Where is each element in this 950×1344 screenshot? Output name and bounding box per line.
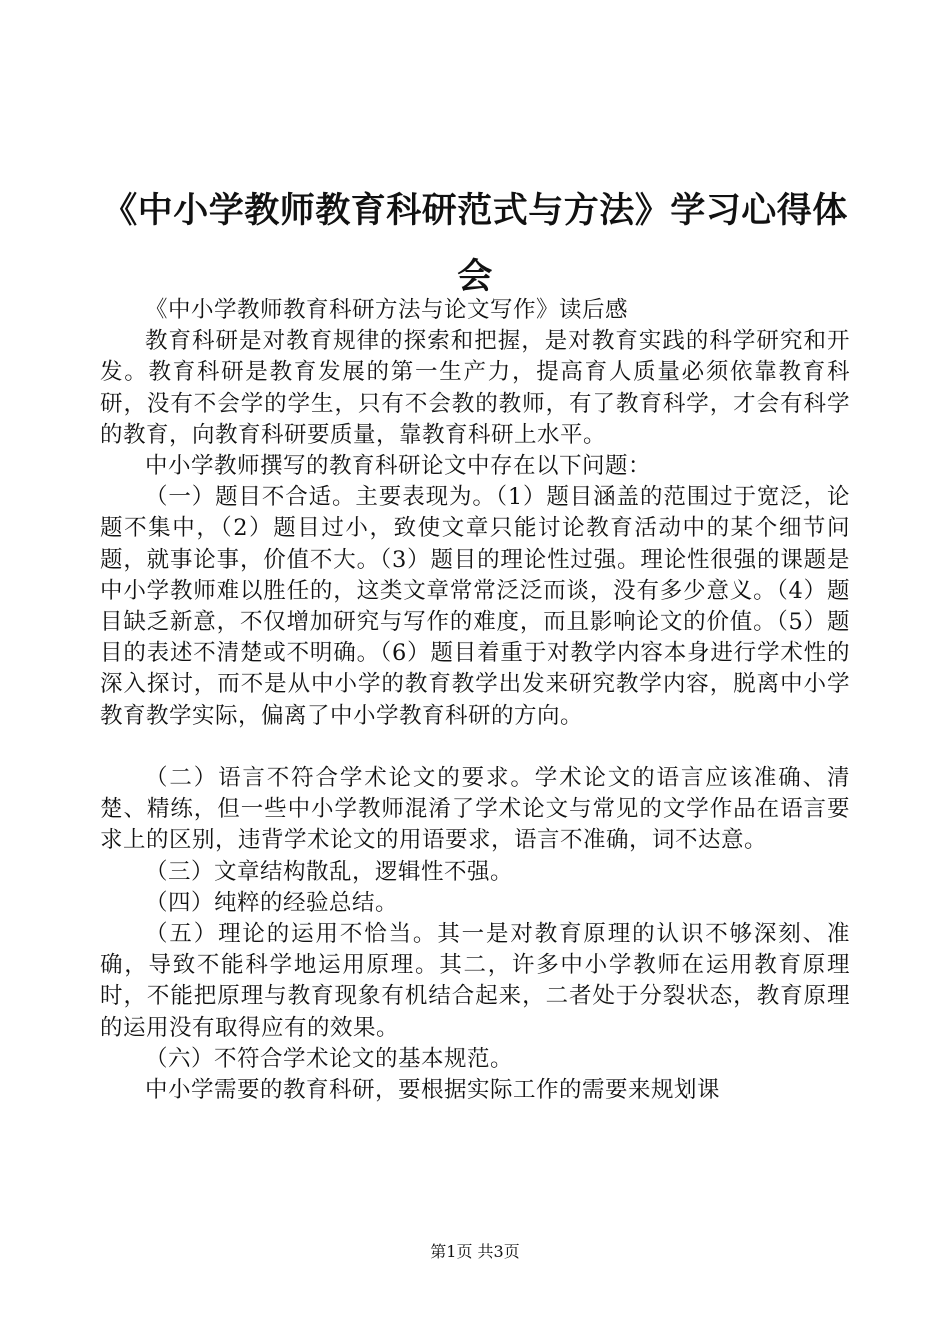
intro-paragraph: 教育科研是对教育规律的探索和把握，是对教育实践的科学研究和开发。教育科研是教育发展的第一生产力，提高育人质量必须依靠教育科研，没有不会学的学生，只有不会教的教师，有了教育科学，才会有科学的教育，向教育科研要质量，靠教育科研上水平。 xyxy=(100,328,850,448)
page-footer: 第1页 共3页 xyxy=(430,1242,520,1261)
problem-one-paragraph: （一）题目不合适。主要表现为。（1）题目涵盖的范围过于宽泛，论题不集中，（2）题目过小，致使文章只能讨论教育活动中的某个细节问题，就事论事，价值不大。（3）题目的理论性过强。理论性很强的课题是中小学教师难以胜任的，这类文章常常泛泛而谈，没有多少意义。（4）题目缺乏新意，不仅增加研究与写作的难度，而且影响论文的价值。（5）题目的表述不清楚或不明确。（6）题目着重于对教学内容本身进行学术性的深入探讨，而不是从中小学的教育教学出发来研究教学内容，脱离中小学教育教学实际，偏离了中小学教育科研的方向。 xyxy=(100,484,850,729)
problems-lead-paragraph: 中小学教师撰写的教育科研论文中存在以下问题： xyxy=(145,453,652,480)
problem-three-paragraph: （三）文章结构散乱，逻辑性不强。 xyxy=(145,858,514,885)
document-body xyxy=(100,295,850,1106)
paragraph-gap xyxy=(100,732,850,763)
document-title: 《中小学教师教育科研范式与方法》学习心得体会 xyxy=(102,191,848,297)
closing-paragraph: 中小学需要的教育科研，要根据实际工作的需要来规划课 xyxy=(145,1077,721,1104)
problem-five-paragraph: （五）理论的运用不恰当。其一是对教育原理的认识不够深刻、准确，导致不能科学地运用原理。其二，许多中小学教师在运用教育原理时，不能把原理与教育现象有机结合起来，二者处于分裂状态，教育原理的运用没有取得应有的效果。 xyxy=(100,921,850,1041)
problem-four-paragraph: （四）纯粹的经验总结。 xyxy=(145,889,399,916)
problem-two-paragraph: （二）语言不符合学术论文的要求。学术论文的语言应该准确、清楚、精练，但一些中小学教师混淆了学术论文与常见的文学作品在语言要求上的区别，违背学术论文的用语要求，语言不准确，词不达意。 xyxy=(100,765,850,854)
subtitle-paragraph: 《中小学教师教育科研方法与论文写作》读后感 xyxy=(145,297,629,323)
problem-six-paragraph: （六）不符合学术论文的基本规范。 xyxy=(145,1045,514,1072)
